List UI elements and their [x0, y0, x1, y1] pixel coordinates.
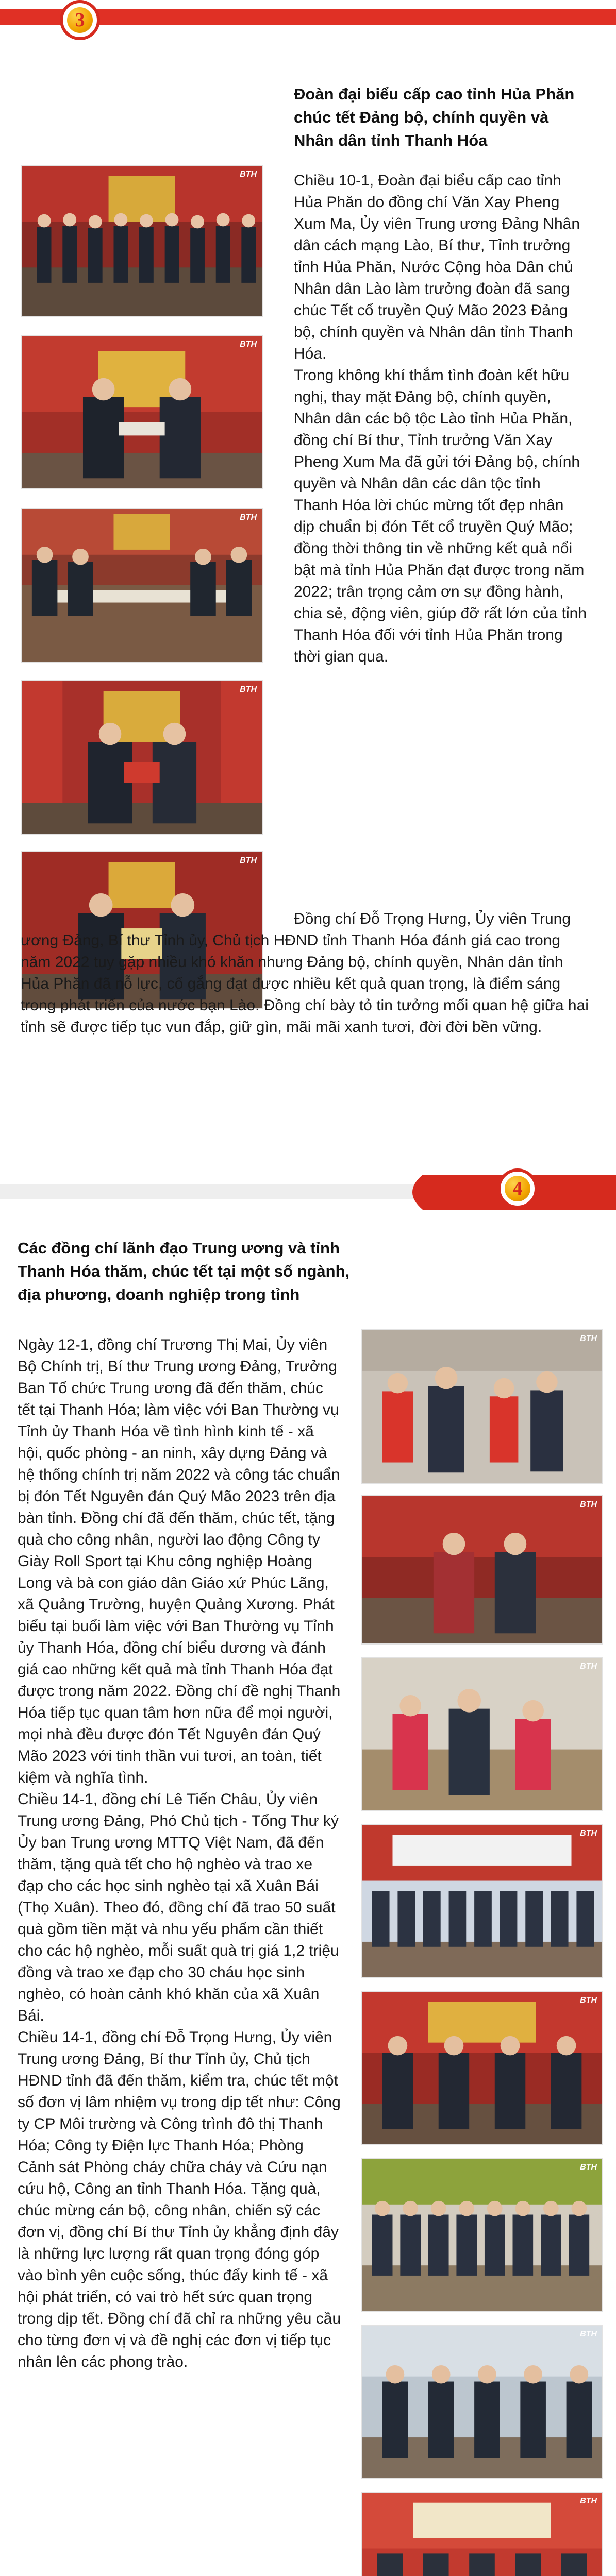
section-4-photo-1	[361, 1329, 603, 1484]
section-3-body-continued	[21, 908, 593, 1038]
section-4-photo-4-watermark: BTH	[580, 1829, 597, 1838]
section-4-number-badge	[497, 1168, 538, 1209]
section-4-photo-6-watermark: BTH	[580, 2163, 597, 2172]
section-4-paragraph-3: Chiều 14-1, đồng chí Đỗ Trọng Hưng, Ủy viên Trung ương Đảng, Bí thư Tỉnh ủy, Chủ tịch HĐND tỉnh đã đến thăm, kiểm tra, chúc tết một số đơn vị lâm nhiệm vụ trong dịp tết như: Công ty CP Môi trường và Công trình đô thị Thanh Hóa; Công ty Điện lực Thanh Hóa; Phòng Cảnh sát Phòng cháy chữa cháy và Cứu nạn cứu hộ, Công an tỉnh Thanh Hóa. Tặng quà, chúc mừng cán bộ, công nhân, chiến sỹ các đơn vị, đồng chí Bí thư Tỉnh ủy khẳng định đây là những lực lượng rất quan trọng đóng góp vào bình yên cuộc sống, thúc đẩy kinh tế - xã hội phát triển, có vai trò hết sức quan trọng trong dịp tết. Đồng chí đã chỉ ra những yêu cầu cho từng đơn vị và đề nghị các đơn vị tiếp tục nhân lên các phong trào.	[18, 2029, 341, 2370]
section-4-paragraph-2: Chiều 14-1, đồng chí Lê Tiến Châu, Ủy viên Trung ương Đảng, Phó Chủ tịch - Tổng Thư ký Ủy ban Trung ương MTTQ Việt Nam, đã đến thăm, tặng quà tết cho hộ nghèo và trao xe đạp cho các học sinh nghèo tại xã Xuân Bái (Thọ Xuân). Theo đó, đồng chí đã trao 50 suất quà gồm tiền mặt và nhu yếu phẩm cần thiết cho các hộ nghèo, mỗi suất quà trị giá 1,2 triệu đồng và trao xe đạp cho 30 cháu học sinh nghèo, có hoàn cảnh khó khăn của xã Xuân Bái.	[18, 1791, 339, 2024]
section-3-number-badge	[60, 0, 100, 40]
section-3-photo-5-watermark: BTH	[240, 856, 257, 865]
section-3-photo-3-watermark: BTH	[240, 513, 257, 522]
section-4-photo-gallery	[361, 1329, 603, 2576]
section-4-photo-5	[361, 1991, 603, 2145]
section-4-number: 4	[505, 1176, 530, 1201]
section-4-photo-2-watermark: BTH	[580, 1500, 597, 1509]
section-4-photo-3	[361, 1657, 603, 1811]
section-4-photo-6	[361, 2158, 603, 2312]
section-3-paragraph-2: Trong không khí thắm tình đoàn kết hữu nghị, thay mặt Đảng bộ, chính quyền, Nhân dân các bộ tộc Lào tỉnh Hủa Phăn, đồng chí Bí thư, Tỉnh trưởng Văn Xay Pheng Xum Ma đã gửi tới Đảng bộ, chính quyền và Nhân dân các dân tộc tỉnh Thanh Hóa lời chúc mừng tốt đẹp nhân dịp chuẩn bị đón Tết cổ truyền Quý Mão; đồng thời thông tin về những kết quả nổi bật mà tỉnh Hủa Phăn đạt được trong năm 2022; trân trọng cảm ơn sự đồng hành, chia sẻ, động viên, giúp đỡ rất lớn của tỉnh Thanh Hóa đối với tỉnh Hủa Phăn trong thời gian qua.	[294, 367, 587, 665]
section-3-photo-1-watermark: BTH	[240, 170, 257, 179]
section-3-photo-4-watermark: BTH	[240, 685, 257, 694]
section-3-paragraph-1: Chiều 10-1, Đoàn đại biểu cấp cao tỉnh Hủa Phăn do đồng chí Văn Xay Pheng Xum Ma, Ủy viên Trung ương Đảng Nhân dân cách mạng Lào, Bí thư, Tỉnh trưởng tỉnh Hủa Phăn, Nước Cộng hòa Dân chủ Nhân dân Lào làm trưởng đoàn đã sang chúc Tết cổ truyền Quý Mão 2023 Đảng bộ, chính quyền và Nhân dân tỉnh Thanh Hóa.	[294, 172, 580, 362]
section-3-photo-1	[21, 165, 263, 317]
section-4-photo-8	[361, 2492, 603, 2576]
section-4-photo-7-watermark: BTH	[580, 2330, 597, 2338]
section-3-photo-3	[21, 508, 263, 663]
section-4-photo-1-watermark: BTH	[580, 1334, 597, 1343]
section-4-photo-2	[361, 1495, 603, 1645]
section-4-photo-8-watermark: BTH	[580, 2497, 597, 2505]
section-4-photo-4	[361, 1824, 603, 1978]
section-4-body	[18, 1334, 342, 2373]
section-4-photo-5-watermark: BTH	[580, 1996, 597, 2005]
section-3-photo-4	[21, 680, 263, 835]
section-4-title: Các đồng chí lãnh đạo Trung ương và tỉnh Thanh Hóa thăm, chúc tết tại một số ngành, địa phương, doanh nghiệp trong tỉnh	[18, 1239, 350, 1303]
section-3-body	[294, 170, 588, 668]
section-3-photo-2	[21, 335, 263, 489]
section-4-photo-3-watermark: BTH	[580, 1662, 597, 1671]
section-3-number: 3	[67, 7, 93, 33]
section-3-title: Đoàn đại biểu cấp cao tỉnh Hủa Phăn chúc tết Đảng bộ, chính quyền và Nhân dân tỉnh Thanh Hóa	[294, 85, 575, 149]
section-3-photo-2-watermark: BTH	[240, 340, 257, 349]
section-4-paragraph-1: Ngày 12-1, đồng chí Trương Thị Mai, Ủy viên Bộ Chính trị, Bí thư Trung ương Đảng, Trưởng Ban Tổ chức Trung ương đã đến thăm, chúc tết tại Thanh Hóa; làm việc với Ban Thường vụ Tỉnh ủy Thanh Hóa về tình hình kinh tế - xã hội, quốc phòng - an ninh, xây dựng Đảng và hệ thống chính trị năm 2022 và công tác chuẩn bị đón Tết Nguyên đán Quý Mão 2023 trên địa bàn tỉnh. Đồng chí đã đến thăm, chúc tết, tặng quà cho công nhân, người lao động Công ty Giày Roll Sport tại Khu công nghiệp Hoàng Long và bà con giáo dân Giáo xứ Phúc Lãng, xã Quảng Trường, huyện Quảng Xương. Phát biểu tại buổi làm việc với Ban Thường vụ Tỉnh ủy Thanh Hóa, đồng chí biểu dương và đánh giá cao những kết quả mà tỉnh Thanh Hóa đạt được trong năm 2022. Đồng chí đề nghị Thanh Hóa tiếp tục quan tâm hơn nữa để mọi người, mọi nhà đều được đón Tết Nguyên đán Quý Mão 2023 với tinh thần vui tươi, an toàn, tiết kiệm và nghĩa tình.	[18, 1336, 341, 1786]
section-4-photo-7	[361, 2325, 603, 2479]
section-3-paragraph-3: Đồng chí Đỗ Trọng Hưng, Ủy viên Trung ương Đảng, Bí thư Tỉnh ủy, Chủ tịch HĐND tỉnh Thanh Hóa đánh giá cao trong năm 2022 tuy gặp nhiều khó khăn nhưng Đảng bộ, chính quyền, Nhân dân tỉnh Hủa Phăn đã nỗ lực, cố gắng đạt được nhiều kết quả quan trọng, là điểm sáng trong phát triển của nước bạn Lào. Đồng chí bày tỏ tin tưởng mối quan hệ giữa hai tỉnh sẽ được tiếp tục vun đắp, giữ gìn, mãi mãi xanh tươi, đời đời bền vững.	[21, 910, 589, 1036]
